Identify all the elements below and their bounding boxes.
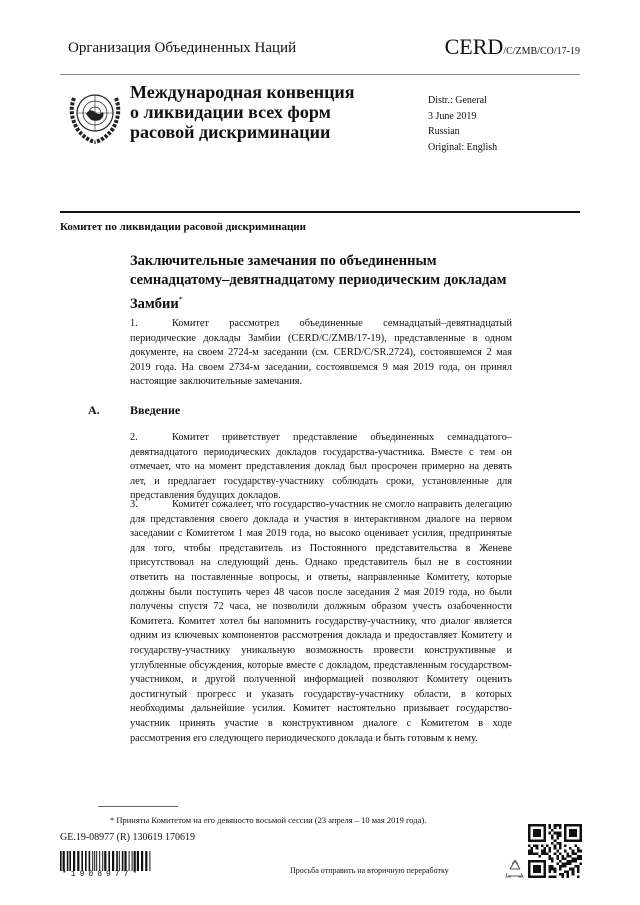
document-title — [130, 252, 530, 314]
convention-title — [130, 82, 410, 142]
paragraph-2 — [130, 431, 512, 504]
qr-code-icon — [528, 824, 582, 878]
distribution-info — [428, 93, 497, 155]
paragraph-number: 1. — [130, 318, 138, 329]
recycle-note: Просьба отправить на вторичную переработку — [290, 866, 449, 875]
original-language: Original: English — [428, 141, 498, 153]
header-rule — [60, 74, 580, 75]
un-emblem-icon — [64, 84, 126, 146]
paragraph-text: Комитет приветствует представление объединенных семнадцатого–девятнадцатого периодических докладов государства-участника. Вместе с тем он отмечает, что на момент представления доклад был просрочен примерно на девять лет, и предлагает государству-участнику соблюдать сроки, установленные для представления будущих докладов. — [130, 432, 512, 502]
paragraph-3 — [130, 498, 512, 746]
barcode-icon — [60, 851, 152, 871]
symbol-rest: /C/ZMB/CO/17-19 — [503, 46, 580, 57]
committee-name: Комитет по ликвидации расовой дискриминации — [60, 221, 306, 233]
document-date: 3 June 2019 — [428, 110, 477, 122]
barcode-number: *1908977* — [62, 870, 142, 879]
paragraph-text: Комитет сожалеет, что государство-участник не смогло направить делегацию для представления своего доклада и участия в интерактивном диалоге на первом заседании с Комитетом 1 мая 2019 года, но высоко оценивает усилия, предпринятые для того, чтобы представитель из Постоянного представительства в Женеве присутствовал на следующий день. Однако представитель был не в состоянии ответить на поставленные вопросы, и ответы, направленные Комитету, которые должны были поступить через 48 часов после заседания 2 мая 2019 года, но были получены спустя 72 часа, не позволили должным образом учесть озабоченности Комитета. Комитет хотел бы напомнить государству-участнику, что диалог является одним из ключевых компонентов рассмотрения доклада и предоставляет Комитету и государству-участнику уникальную возможность провести конструктивные и углубленные обсуждения, которые вместе с докладом, представленным государством-участником, и другой полученной информацией позволяют Комитету оценить достигнутый прогресс и указать государству-участнику области, в которых необходимы дальнейшие усилия. Комитет настоятельно призывает государство-участник принять участие в конструктивном диалоге с Комитетом в ходе рассмотрения его следующего периодического доклада и быть готовым к нему. — [130, 499, 512, 744]
document-symbol — [445, 34, 580, 60]
job-number: GE.19-08977 (R) 130619 170619 — [60, 832, 195, 843]
section-heading: Введение — [130, 403, 181, 417]
footnote-rule — [98, 806, 178, 807]
organization-name: Организация Объединенных Наций — [68, 40, 297, 56]
recycle-icon — [504, 858, 526, 880]
section-label: A. — [88, 403, 100, 417]
paragraph-text: Комитет рассмотрел объединенные семнадцатый–девятнадцатый периодические доклады Замбии (CERD/C/ZMB/17-19), представленные в одном документе, на своем 2724-м заседании (см. CERD/C/SR.2724), состоявшемся 2 мая 2019 года. На своем 2734-м заседании, состоявшемся 9 мая 2019 года, он принял настоящие заключительные замечания. — [130, 318, 512, 388]
document-title-text: Заключительные замечания по объединенным семнадцатому–девятнадцатому периодическим докладам Замбии — [130, 253, 507, 312]
symbol-main: CERD — [444, 34, 504, 59]
convention-title-line: Международная конвенция — [130, 82, 355, 102]
footnote: * Приняты Комитетом на его девяносто восьмой сессии (23 апреля – 10 мая 2019 года). — [110, 815, 427, 825]
convention-title-line: расовой дискриминации — [130, 122, 331, 142]
paragraph-number: 3. — [130, 499, 138, 510]
document-language: Russian — [428, 126, 460, 137]
paragraph-number: 2. — [130, 432, 138, 443]
footnote-marker[interactable]: * — [178, 295, 183, 304]
distribution-type: Distr.: General — [428, 95, 487, 106]
paragraph-1 — [130, 317, 512, 390]
convention-title-line: о ликвидации всех форм — [130, 102, 331, 122]
thick-rule — [60, 211, 580, 213]
